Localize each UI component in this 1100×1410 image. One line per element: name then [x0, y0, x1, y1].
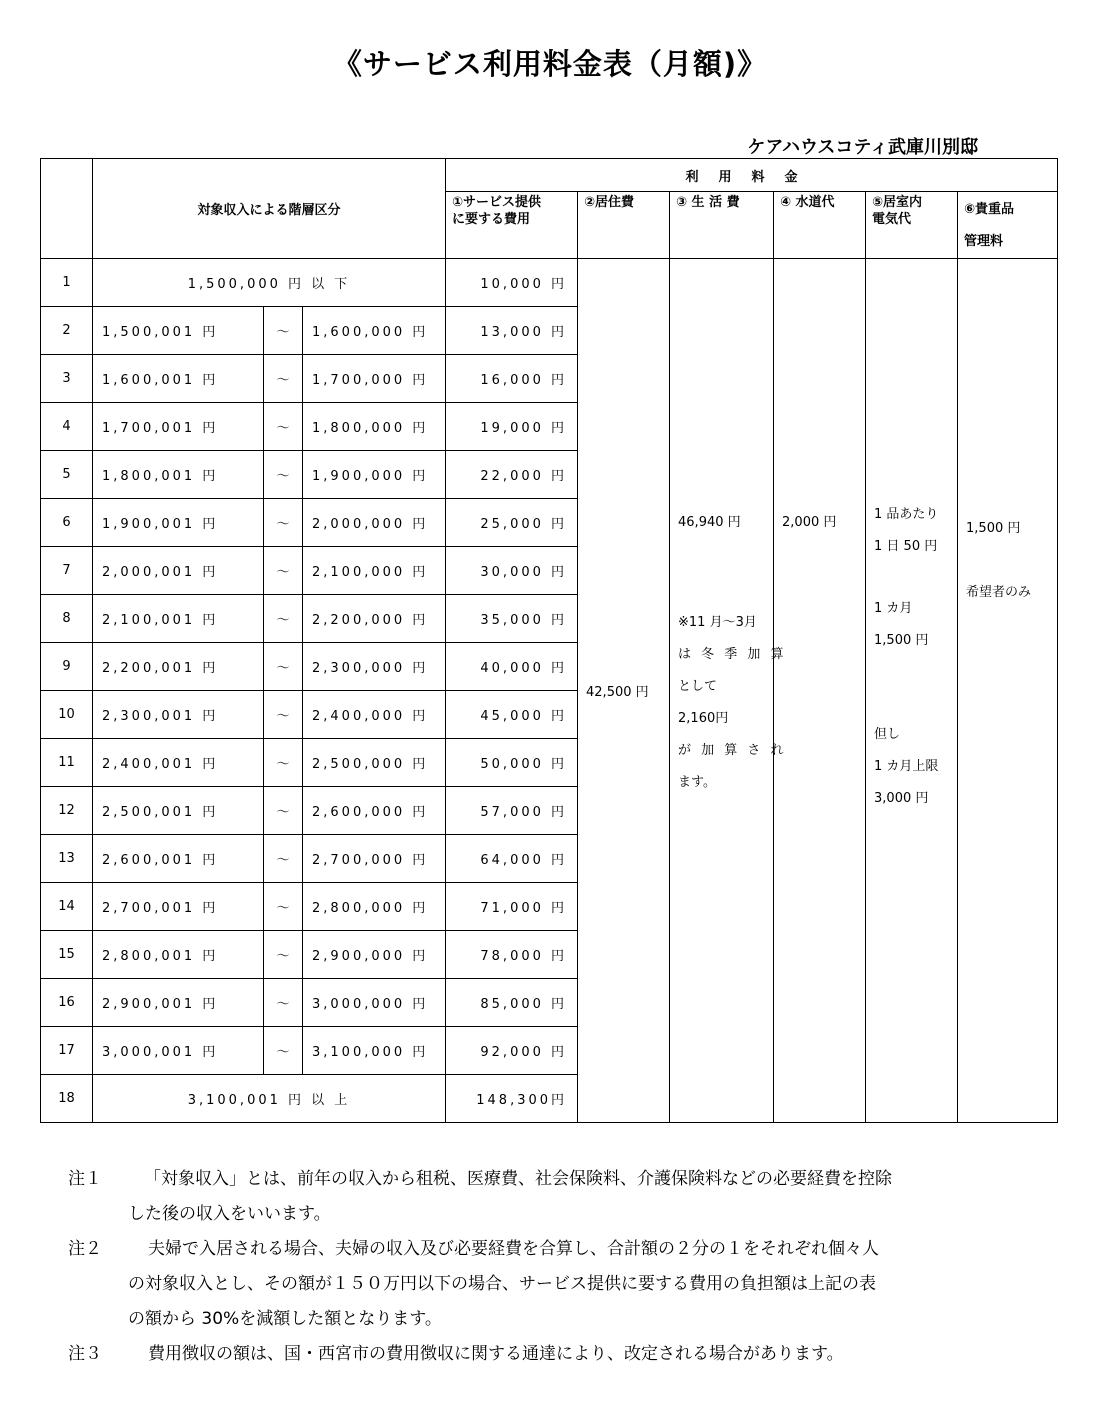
range-tilde: 〜: [264, 403, 303, 451]
table-row: [41, 259, 1058, 307]
water-cost: 2,000 円: [782, 515, 837, 530]
range-tilde: 〜: [264, 643, 303, 691]
tier-number: 13: [41, 835, 93, 883]
income-to: 1,800,000 円: [303, 403, 446, 451]
service-cost: 30,000 円: [446, 547, 578, 595]
income-to: 2,100,000 円: [303, 547, 446, 595]
service-cost: 85,000 円: [446, 979, 578, 1027]
range-tilde: 〜: [264, 979, 303, 1027]
header-electric-line1: ⑤居室内: [872, 195, 923, 210]
header-category: 対象収入による階層区分: [93, 159, 446, 259]
valuables-note: 希望者のみ: [966, 585, 1032, 600]
income-from: 2,500,001 円: [93, 787, 264, 835]
note-line: の額から 30%を減額した額となります。: [128, 1309, 442, 1329]
living-cost: 46,940 円: [678, 515, 741, 530]
income-from: 2,300,001 円: [93, 691, 264, 739]
service-cost: 40,000 円: [446, 643, 578, 691]
living-note-line: ます。: [678, 775, 716, 790]
income-from: 2,700,001 円: [93, 883, 264, 931]
header-living: ③ 生 活 費: [670, 192, 774, 259]
note-line: の対象収入とし、その額が１５０万円以下の場合、サービス提供に要する費用の負担額は上記の表: [128, 1274, 876, 1294]
service-cost: 78,000 円: [446, 931, 578, 979]
income-from: 1,900,001 円: [93, 499, 264, 547]
electric-line: 1 品あたり: [874, 507, 939, 522]
housing-cost: 42,500 円: [586, 685, 649, 700]
service-cost: 50,000 円: [446, 739, 578, 787]
range-tilde: 〜: [264, 787, 303, 835]
range-tilde: 〜: [264, 355, 303, 403]
electric-line: 1 カ月: [874, 601, 913, 616]
service-cost: 16,000 円: [446, 355, 578, 403]
range-tilde: 〜: [264, 691, 303, 739]
note-1: [68, 1162, 1028, 1232]
tier-header-cell: [41, 159, 93, 259]
service-cost: 45,000 円: [446, 691, 578, 739]
range-tilde: 〜: [264, 931, 303, 979]
electric-line: 3,000 円: [874, 791, 929, 806]
header-valuables-line1: ⑥貴重品: [964, 202, 1015, 217]
living-note-line: ※11 月〜3月: [678, 615, 757, 630]
income-from: 2,600,001 円: [93, 835, 264, 883]
electric-line: 1 日 50 円: [874, 539, 938, 554]
tier-number: 12: [41, 787, 93, 835]
income-to: 2,400,000 円: [303, 691, 446, 739]
tier-number: 15: [41, 931, 93, 979]
living-note-line: は 冬 季 加 算: [678, 647, 787, 662]
income-to: 3,000,000 円: [303, 979, 446, 1027]
income-range-full: 3,100,001 円 以 上: [93, 1075, 446, 1123]
tier-number: 2: [41, 307, 93, 355]
range-tilde: 〜: [264, 1027, 303, 1075]
income-from: 2,100,001 円: [93, 595, 264, 643]
tier-number: 14: [41, 883, 93, 931]
note-label: 注３: [68, 1344, 102, 1364]
income-to: 1,900,000 円: [303, 451, 446, 499]
note-line: 費用徴収の額は、国・西宮市の費用徴収に関する通達により、改定される場合があります。: [148, 1344, 844, 1364]
income-from: 1,800,001 円: [93, 451, 264, 499]
income-from: 2,400,001 円: [93, 739, 264, 787]
tier-number: 6: [41, 499, 93, 547]
income-from: 3,000,001 円: [93, 1027, 264, 1075]
note-label: 注２: [68, 1239, 102, 1259]
notes-section: [68, 1162, 1028, 1372]
electric-line: 但し: [874, 727, 901, 742]
valuables-cost-cell: [958, 259, 1058, 1123]
service-cost: 25,000 円: [446, 499, 578, 547]
service-cost: 57,000 円: [446, 787, 578, 835]
income-from: 2,900,001 円: [93, 979, 264, 1027]
note-line: 夫婦で入居される場合、夫婦の収入及び必要経費を合算し、合計額の２分の１をそれぞれ個々人: [148, 1239, 879, 1259]
income-to: 2,600,000 円: [303, 787, 446, 835]
income-to: 3,100,000 円: [303, 1027, 446, 1075]
header-water: ④ 水道代: [774, 192, 866, 259]
electric-line: 1,500 円: [874, 633, 929, 648]
header-service-cost: [446, 192, 578, 259]
income-to: 2,700,000 円: [303, 835, 446, 883]
note-2: [68, 1232, 1028, 1337]
income-to: 2,500,000 円: [303, 739, 446, 787]
header-service-cost-line1: ①サービス提供: [452, 195, 542, 210]
tier-number: 3: [41, 355, 93, 403]
service-cost: 35,000 円: [446, 595, 578, 643]
tier-number: 10: [41, 691, 93, 739]
tier-number: 16: [41, 979, 93, 1027]
living-note-line: として: [678, 679, 718, 694]
note-line: した後の収入をいいます。: [128, 1204, 331, 1224]
tier-number: 11: [41, 739, 93, 787]
note-3: [68, 1337, 1028, 1372]
service-cost: 71,000 円: [446, 883, 578, 931]
range-tilde: 〜: [264, 499, 303, 547]
income-to: 2,900,000 円: [303, 931, 446, 979]
income-to: 2,300,000 円: [303, 643, 446, 691]
range-tilde: 〜: [264, 547, 303, 595]
header-fee: 利用料金: [446, 159, 1058, 192]
income-from: 1,600,001 円: [93, 355, 264, 403]
income-from: 1,500,001 円: [93, 307, 264, 355]
valuables-cost: 1,500 円: [966, 521, 1021, 536]
living-cost-cell: [670, 259, 787, 1123]
header-service-cost-line2: に要する費用: [452, 212, 531, 227]
living-note-line: 2,160円: [678, 711, 729, 726]
service-cost: 13,000 円: [446, 307, 578, 355]
tier-number: 4: [41, 403, 93, 451]
income-to: 2,000,000 円: [303, 499, 446, 547]
water-cost-cell: [774, 259, 866, 1123]
tier-number: 18: [41, 1075, 93, 1123]
housing-cost-cell: [578, 259, 670, 1123]
tier-number: 7: [41, 547, 93, 595]
page-title: 《サービス利用料金表（月額)》: [332, 47, 768, 81]
service-cost: 92,000 円: [446, 1027, 578, 1075]
range-tilde: 〜: [264, 883, 303, 931]
tier-number: 9: [41, 643, 93, 691]
income-to: 1,700,000 円: [303, 355, 446, 403]
income-from: 2,000,001 円: [93, 547, 264, 595]
income-from: 2,800,001 円: [93, 931, 264, 979]
income-from: 2,200,001 円: [93, 643, 264, 691]
service-cost: 10,000 円: [446, 259, 578, 307]
range-tilde: 〜: [264, 307, 303, 355]
income-to: 2,200,000 円: [303, 595, 446, 643]
tier-number: 17: [41, 1027, 93, 1075]
income-to: 1,600,000 円: [303, 307, 446, 355]
electric-cost-cell: [866, 259, 958, 1123]
range-tilde: 〜: [264, 595, 303, 643]
service-cost: 148,300円: [446, 1075, 578, 1123]
header-valuables-line2: 管理料: [964, 234, 1004, 249]
range-tilde: 〜: [264, 835, 303, 883]
income-from: 1,700,001 円: [93, 403, 264, 451]
tier-number: 8: [41, 595, 93, 643]
living-note-line: が 加 算 さ れ: [678, 743, 787, 758]
service-cost: 64,000 円: [446, 835, 578, 883]
header-housing: ②居住費: [578, 192, 670, 259]
header-valuables: [958, 192, 1058, 259]
tier-number: 1: [41, 259, 93, 307]
income-to: 2,800,000 円: [303, 883, 446, 931]
note-label: 注１: [68, 1169, 102, 1189]
organization-name: ケアハウスコティ武庫川別邸: [747, 137, 978, 158]
service-cost: 19,000 円: [446, 403, 578, 451]
range-tilde: 〜: [264, 451, 303, 499]
service-cost: 22,000 円: [446, 451, 578, 499]
electric-line: 1 カ月上限: [874, 759, 939, 774]
header-electric: [866, 192, 958, 259]
note-line: 「対象収入」とは、前年の収入から租税、医療費、社会保険料、介護保険料などの必要経費を控除: [144, 1169, 892, 1189]
income-range-full: 1,500,000 円 以 下: [93, 259, 446, 307]
range-tilde: 〜: [264, 739, 303, 787]
fee-table: [40, 158, 1058, 1123]
tier-number: 5: [41, 451, 93, 499]
header-electric-line2: 電気代: [872, 212, 912, 227]
